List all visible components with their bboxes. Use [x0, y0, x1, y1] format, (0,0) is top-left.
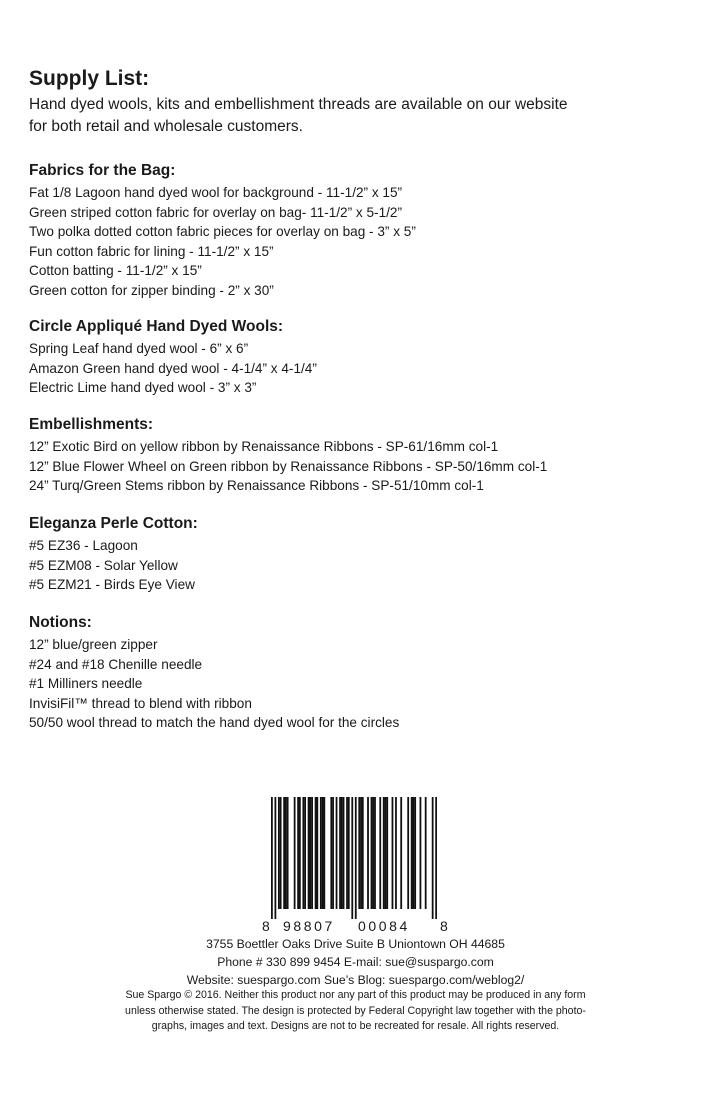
list-item: #1 Milliners needle — [29, 676, 143, 692]
barcode-bar — [372, 797, 374, 909]
barcode-bar — [299, 797, 301, 909]
barcode-bar — [304, 797, 306, 909]
barcode-bar — [343, 797, 345, 909]
barcode-bar — [435, 797, 437, 919]
barcode-bar — [413, 797, 415, 909]
barcode-bar — [358, 797, 360, 909]
barcode-bars — [271, 797, 437, 919]
barcode-bar — [348, 797, 350, 909]
barcode-bar — [395, 797, 397, 909]
section-heading: Circle Appliqué Hand Dyed Wools: — [29, 318, 284, 335]
barcode-bar — [346, 797, 348, 909]
list-item: #5 EZM08 - Solar Yellow — [29, 557, 178, 573]
contact-web: Website: suespargo.com Sue’s Blog: suespargo.com/weblog2/ — [186, 973, 525, 987]
list-item: Fat 1/8 Lagoon hand dyed wool for background - 11-1/2” x 15” — [29, 185, 403, 200]
list-item: Fun cotton fabric for lining - 11-1/2” x 15” — [29, 243, 274, 259]
barcode-bar — [302, 797, 304, 909]
barcode-left-digits: 98807 — [283, 918, 335, 934]
barcode-bar — [407, 797, 409, 909]
barcode-bar — [432, 797, 434, 919]
contact-address: 3755 Boettler Oaks Drive Suite B Uniontown OH 44685 — [206, 937, 505, 951]
section-heading: Fabrics for the Bag: — [29, 162, 176, 179]
barcode-bar — [385, 797, 387, 909]
intro-line: for both retail and wholesale customers. — [29, 118, 303, 135]
barcode-bar — [322, 797, 324, 909]
barcode-bar — [379, 797, 381, 909]
section-notions — [29, 612, 399, 733]
barcode-bar — [320, 797, 322, 909]
barcode-bar — [311, 797, 313, 909]
barcode-bar — [414, 797, 416, 909]
intro-line: Hand dyed wools, kits and embellishment threads are available on our website — [29, 96, 568, 113]
copyright-line: Sue Spargo © 2016. Neither this product nor any part of this product may be produced in any form — [125, 989, 586, 1001]
barcode-bar — [280, 797, 282, 909]
barcode-bar — [386, 797, 388, 909]
barcode-bar — [323, 797, 325, 909]
section-heading: Notions: — [29, 614, 92, 631]
list-item: 24” Turq/Green Stems ribbon by Renaissance Ribbons - SP-51/10mm col-1 — [29, 478, 484, 494]
barcode-lead-digit: 8 — [262, 918, 270, 934]
section-circle-applique — [29, 316, 317, 398]
list-item: 50/50 wool thread to match the hand dyed wool for the circles — [29, 715, 400, 731]
list-item: 12” Exotic Bird on yellow ribbon by Renaissance Ribbons - SP-61/16mm col-1 — [29, 439, 499, 454]
barcode-bar — [336, 797, 338, 909]
list-item: Electric Lime hand dyed wool - 3” x 3” — [29, 380, 257, 396]
barcode-bar — [355, 797, 357, 919]
barcode — [271, 797, 437, 919]
barcode-bar — [341, 797, 343, 909]
list-item: #5 EZM21 - Birds Eye View — [29, 577, 195, 593]
copyright-line: graphs, images and text. Designs are not to be recreated for resale. All rights reserved. — [151, 1020, 560, 1032]
barcode-bar — [420, 797, 422, 909]
barcode-bar — [294, 797, 296, 909]
list-item: Spring Leaf hand dyed wool - 6” x 6” — [29, 341, 249, 356]
list-item: Two polka dotted cotton fabric pieces for overlay on bag - 3” x 5” — [29, 224, 416, 240]
barcode-bar — [351, 797, 353, 919]
copyright-line: unless otherwise stated. The design is protected by Federal Copyright law together with the photo- — [125, 1004, 586, 1017]
barcode-bar — [283, 797, 285, 909]
barcode-bar — [297, 797, 299, 909]
list-item: 12” blue/green zipper — [29, 637, 158, 652]
barcode-bar — [392, 797, 394, 909]
barcode-bar — [367, 797, 369, 909]
section-heading: Embellishments: — [29, 416, 154, 433]
section-embellishments — [29, 414, 547, 496]
page-title: Supply List: — [29, 67, 150, 90]
barcode-check-digit: 8 — [440, 918, 448, 934]
list-item: Cotton batting - 11-1/2” x 15” — [29, 263, 202, 279]
barcode-bar — [362, 797, 364, 909]
contact-phone: Phone # 330 899 9454 E-mail: sue@suspargo.com — [217, 955, 494, 969]
copyright-notice — [40, 988, 671, 1035]
list-item: Amazon Green hand dyed wool - 4-1/4” x 4-1/4” — [29, 360, 317, 376]
barcode-bar — [308, 797, 310, 909]
barcode-bar — [383, 797, 385, 909]
barcode-bar — [274, 797, 276, 919]
barcode-bar — [330, 797, 332, 909]
list-item: 12” Blue Flower Wheel on Green ribbon by Renaissance Ribbons - SP-50/16mm col-1 — [29, 458, 548, 474]
barcode-bar — [309, 797, 311, 909]
barcode-right-digits: 00084 — [358, 918, 410, 934]
barcode-bar — [425, 797, 427, 909]
barcode-bar — [315, 797, 317, 909]
list-item: #24 and #18 Chenille needle — [29, 656, 203, 672]
barcode-bar — [271, 797, 273, 919]
barcode-bar — [411, 797, 413, 909]
barcode-bar — [287, 797, 289, 909]
barcode-bar — [332, 797, 334, 909]
list-item: InvisiFil™ thread to blend with ribbon — [29, 695, 252, 711]
barcode-bar — [400, 797, 402, 909]
barcode-bar — [285, 797, 287, 909]
barcode-bar — [374, 797, 376, 909]
barcode-bar — [371, 797, 373, 909]
list-item: Green cotton for zipper binding - 2” x 30” — [29, 282, 274, 298]
intro-text — [29, 94, 689, 138]
section-heading: Eleganza Perle Cotton: — [29, 515, 198, 532]
section-fabrics — [29, 160, 416, 301]
list-item: #5 EZ36 - Lagoon — [29, 538, 138, 553]
barcode-bar — [339, 797, 341, 909]
barcode-bar — [360, 797, 362, 909]
list-item: Green striped cotton fabric for overlay on bag- 11-1/2” x 5-1/2” — [29, 204, 403, 220]
barcode-bar — [278, 797, 280, 909]
section-perle-cotton — [29, 513, 198, 595]
barcode-bar — [316, 797, 318, 909]
